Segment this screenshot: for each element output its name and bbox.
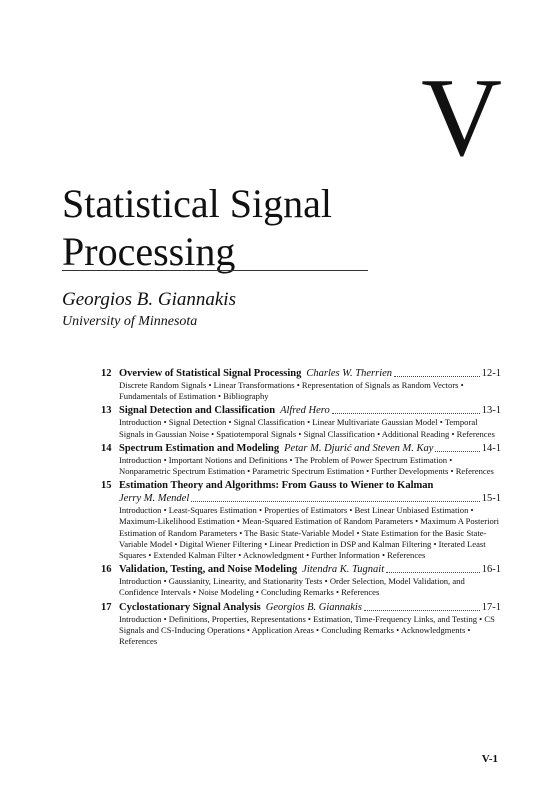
toc-entry-15[interactable] [101, 479, 501, 561]
chapter-page: 14-1 [481, 442, 501, 454]
dot-leader [394, 375, 480, 377]
title-rule [62, 270, 368, 271]
page-number: V-1 [481, 753, 498, 765]
chapter-topics: Introduction • Important Notions and Definitions • The Problem of Power Spectrum Estimation • Nonparametric Spectrum Estimation • Parametric Spectrum Estimation • Further Developments • References [119, 454, 494, 477]
toc-entry-13[interactable] [101, 404, 501, 439]
dot-leader [364, 609, 480, 611]
chapter-number: 14 [101, 442, 112, 454]
chapter-number: 17 [101, 601, 112, 613]
dot-leader [386, 571, 480, 573]
part-number: V [421, 56, 502, 180]
chapter-topics: Discrete Random Signals • Linear Transformations • Representation of Signals as Random Vectors • Fundamentals of Estimation • Bibliography [119, 380, 464, 402]
chapter-number: 16 [101, 564, 112, 576]
chapter-author: Georgios B. Giannakis [265, 601, 362, 613]
chapter-topics: Introduction • Signal Detection • Signal Classification • Linear Multivariate Gaussian Model • Temporal Signals in Gaussian Noise • Spatiotemporal Signals • Signal Classification • Additional Reading • References [119, 417, 495, 439]
toc-entry-17[interactable] [101, 601, 501, 648]
dot-leader [191, 500, 479, 502]
chapter-page: 12-1 [481, 368, 501, 379]
table-of-contents [101, 367, 501, 649]
chapter-number: 15 [101, 480, 112, 492]
chapter-page: 13-1 [481, 405, 501, 417]
editor-affiliation: University of Minnesota [62, 314, 198, 329]
chapter-title: Estimation Theory and Algorithms: From Gauss to Wiener to Kalman [119, 480, 434, 492]
toc-entry-14[interactable] [101, 442, 501, 477]
dot-leader [332, 412, 480, 414]
chapter-title: Overview of Statistical Signal Processing [119, 368, 302, 379]
chapter-author: Jerry M. Mendel [119, 493, 190, 505]
chapter-number: 13 [101, 405, 112, 417]
chapter-topics: Introduction • Least-Squares Estimation • Properties of Estimators • Best Linear Unbiased Estimation • Maximum-Likelihood Estimation • Mean-Squared Estimation of Random Parameters • Maximum A Posteriori Estimation of Random Parameters • The Basic State-Variable Model • State Estimation for the Basic State-Variable Model • Digital Wiener Filtering • Linear Prediction in DSP and Kalman Filtering • Iterated Least Squares • Extended Kalman Filter • Acknowledgment • Further Information • References [119, 505, 500, 561]
dot-leader [435, 450, 479, 452]
chapter-number: 12 [101, 368, 112, 379]
chapter-author: Petar M. Djurić and Steven M. Kay [284, 442, 434, 454]
chapter-topics: Introduction • Gaussianity, Linearity, and Stationarity Tests • Order Selection, Model Validation, and Confidence Intervals • Noise Modeling • Concluding Remarks • References [119, 576, 465, 598]
chapter-page: 16-1 [481, 564, 501, 576]
chapter-author: Jitendra K. Tugnait [302, 564, 385, 576]
toc-entry-16[interactable] [101, 563, 501, 598]
chapter-page: 15-1 [481, 493, 501, 505]
chapter-title: Spectrum Estimation and Modeling [119, 442, 280, 454]
part-title: Statistical Signal Processing [62, 181, 332, 274]
chapter-title: Signal Detection and Classification [119, 405, 276, 417]
chapter-author: Charles W. Therrien [306, 368, 393, 379]
chapter-author: Alfred Hero [280, 405, 330, 417]
chapter-page: 17-1 [481, 601, 501, 613]
toc-entry-12[interactable] [101, 367, 501, 402]
chapter-title: Cyclostationary Signal Analysis [119, 601, 261, 613]
chapter-title: Validation, Testing, and Noise Modeling [119, 564, 298, 576]
chapter-topics: Introduction • Definitions, Properties, Representations • Estimation, Time-Frequency Links, and Testing • CS Signals and CS-Inducing Operations • Application Areas • Concluding Remarks • Acknowledgments • References [119, 613, 495, 647]
part-editor: Georgios B. Giannakis [62, 289, 236, 310]
